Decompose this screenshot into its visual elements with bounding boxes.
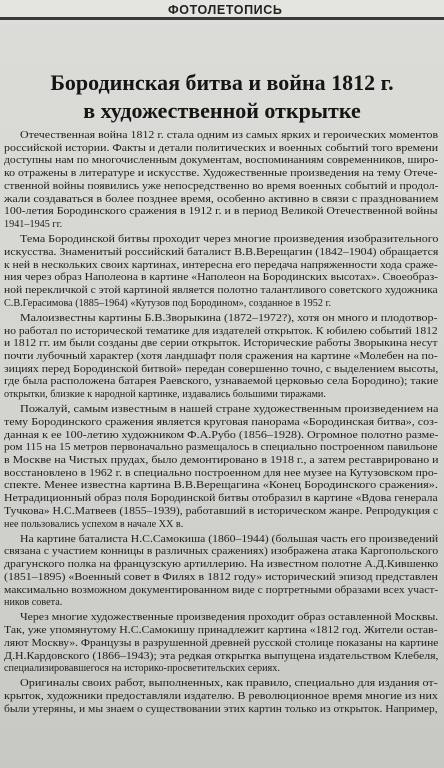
body-line: На картине баталиста Н.С.Самокиша (1860–1944) (большая часть его произведений <box>20 533 439 545</box>
body-line: восстановлено в 1962 г. в специально построенном для нее музее на Кутузовском про- <box>4 467 438 479</box>
body-line: открытки, близкие к народной картинке, издавались большими тиражами. <box>4 389 326 400</box>
body-line: максимально возможном документированном виде с портретными образами всех участ- <box>4 584 439 596</box>
section-label: ФОТОЛЕТОПИСЬ <box>168 3 283 17</box>
article-body <box>0 128 444 768</box>
body-line: ния через образ Наполеона в картине «Наполеон на Бородинских высотах». Своеобраз- <box>4 272 439 284</box>
body-line: 100-летия Бородинского сражения в 1912 г. и в период Великой Отечественной войны <box>4 206 438 218</box>
body-line: зициях перед Бородинской битвой» передан совершенно точно, с выделением высоты, <box>4 363 439 375</box>
body-line: российской истории. Факты и детали политических и военных событий того времени <box>4 142 439 154</box>
body-line: 1941–1945 гг. <box>4 218 63 230</box>
body-line: тему Бородинского сражения является круговая панорама «Бородинская битва», соз- <box>4 416 438 428</box>
body-line: но работал по исторической тематике для издателей открыток. К юбилею событий 1812 <box>4 325 438 337</box>
article-title-line-1: Бородинская битва и война 1812 г. <box>50 70 394 95</box>
body-line: С.В.Герасимова (1885–1964) «Кутузов под Бородином», созданное в 1952 г. <box>4 297 332 309</box>
body-line: Д.Н.Кардовского (1866–1943); эта редкая открытка выпущена издательством Клебеля, <box>4 650 439 662</box>
body-line: в Москве на Чистых прудах, было демонтировано в 1918 г., а затем реставрировано и <box>4 455 439 466</box>
body-line: Малоизвестны картины Б.В.Зворыкина (1872–1972?), хотя он много и плодотвор- <box>20 312 438 324</box>
body-line: доступны нам по многочисленным документам, воспоминаниям современников, широ- <box>4 155 439 167</box>
body-line: Тема Бородинской битвы проходит через многие произведения изобразительного <box>20 234 439 246</box>
body-line: и 1812 гг. им были созданы две серии открыток. Исторические работы Зворыкина несут <box>4 338 438 350</box>
section-header-bar <box>0 0 444 20</box>
body-line: где была расположена батарея Раевского, узнаваемой церковью села Бородино); такие <box>4 376 439 388</box>
body-line: Отечественная война 1812 г. стала одним из самых ярких и героических моментов <box>20 130 439 141</box>
body-line: драгунского полка на французскую артиллерию. На известном полотне А.Д.Кившенко <box>4 559 439 571</box>
body-line: жали создаваться в более позднее время, особенно активно в связи с празднованием <box>4 193 439 205</box>
body-line: к ней в нескольких своих картинах, интересна его передача напряженности хода сраже- <box>4 259 438 271</box>
body-line: ников совета. <box>4 597 63 609</box>
body-line: ственной войны появились уже непосредственно во время военных событий и продол- <box>4 180 439 192</box>
body-line: данная к ее 100-летию художником Ф.А.Рубо (1856–1928). Огромное полотно разме- <box>4 429 439 441</box>
body-line: Нетрадиционный образ поля Бородинской битвы отобразил в картине «Вдова генерала <box>4 493 438 505</box>
body-line: ной перекличкой с этой картиной является полотно талантливого советского художника <box>4 284 438 296</box>
body-line: специализировавшегося на историко-просветительских сериях. <box>4 663 280 675</box>
body-line: ром 115 на 15 метров первоначально размещалось в специально построенном павильоне <box>4 442 438 454</box>
body-line: Пожалуй, самым известным в нашей стране художественным произведением на <box>20 404 439 416</box>
body-line: ко отражены в литературе и искусстве. Художественные произведения на тему Отече- <box>4 168 438 180</box>
body-line: нее пользовались успехом в начале XX в. <box>4 518 184 530</box>
body-line: Через многие художественные произведения проходит образ оставленной Москвы. <box>20 612 439 624</box>
body-line: Так, уже упомянутому Н.С.Самокишу принадлежит картина «1812 год. Жители остав- <box>4 625 438 637</box>
body-line: ляют Москву». Французы в разрушенной древней русской столице показаны на картине <box>4 637 439 649</box>
body-line: Оригиналы своих работ, выполненных, как правило, специально для издания от- <box>20 678 438 690</box>
article-title-line-2: в художественной открытке <box>83 98 361 123</box>
body-line: связана с участием конницы в различных сражениях) изображена атака Каргопольского <box>4 546 439 558</box>
body-line: крыток, художники предоставляли издателю. В революционное время многие из них <box>4 691 438 703</box>
body-line: были утеряны, и мы знаем о существовании этих картин только из открыток. Например, <box>4 703 438 715</box>
body-line: Тучкова» Н.С.Матвеев (1855–1939), работавший в историческом жанре. Репродукция с <box>4 505 439 517</box>
body-line: (1851–1895) «Военный совет в Филях в 1812 году» исторический эпизод представлен <box>4 571 438 583</box>
body-line: искусства. Знаменитый российский баталист В.В.Верещагин (1842–1904) обращается <box>4 246 439 258</box>
body-line: почти лубочный характер (хотя ландшафт поля сражения на картине «Молебен на по- <box>4 350 438 362</box>
body-line: спекте. Менее известна картина В.В.Верещагина «Конец Бородинского сражения». <box>4 480 438 492</box>
